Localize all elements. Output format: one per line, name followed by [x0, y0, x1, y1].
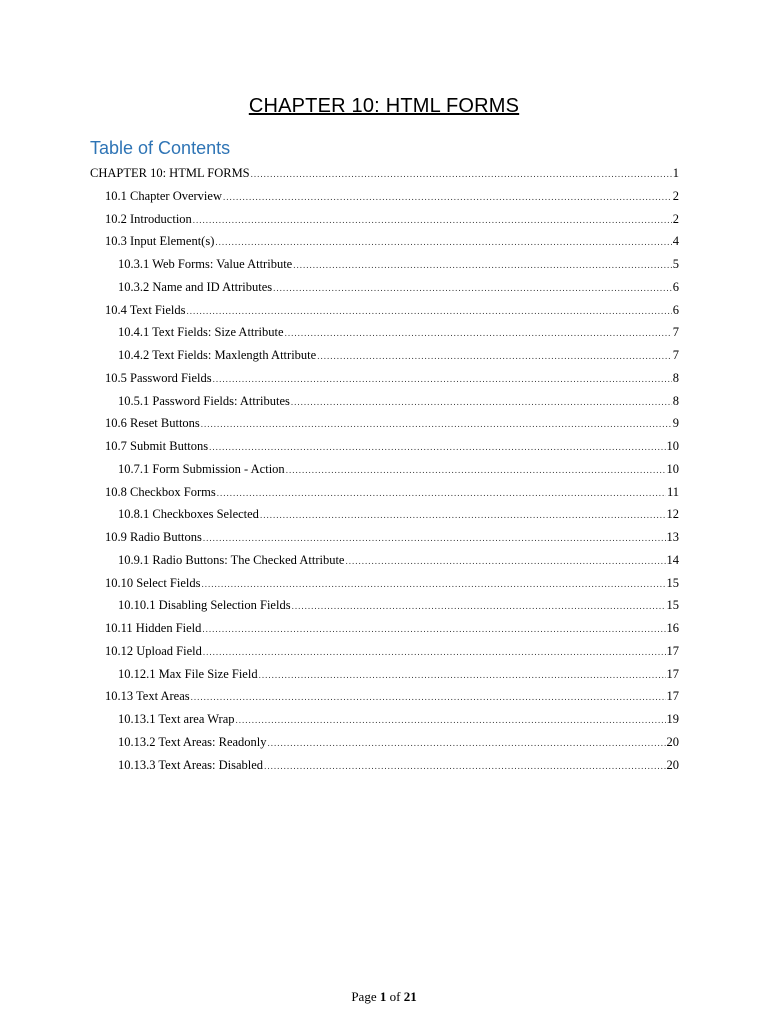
toc-entry[interactable]: [0, 663, 768, 686]
toc-entry-page-number: 4: [672, 234, 679, 249]
toc-entry-label[interactable]: CHAPTER 10: HTML FORMS: [90, 166, 250, 180]
toc-entry-page-number: 2: [672, 211, 679, 226]
toc-dot-leader: [203, 641, 666, 664]
total-page-count: 21: [403, 989, 417, 1004]
toc-dot-leader: [273, 277, 672, 300]
toc-entry[interactable]: [0, 276, 768, 299]
toc-entry-page-number: 2: [672, 188, 679, 203]
toc-entry[interactable]: [0, 526, 768, 549]
toc-entry-label[interactable]: 10.3 Input Element(s): [105, 234, 215, 249]
toc-entry-label[interactable]: 10.11 Hidden Field: [105, 621, 202, 635]
toc-entry[interactable]: [0, 367, 768, 390]
toc-entry-label[interactable]: 10.3.1 Web Forms: Value Attribute: [118, 257, 293, 271]
toc-entry[interactable]: [0, 458, 768, 481]
toc-entry-label[interactable]: 10.1 Chapter Overview: [105, 188, 222, 203]
toc-entry-page-number: 15: [666, 575, 679, 590]
toc-entry-page-number: 20: [666, 757, 679, 772]
toc-entry-label[interactable]: 10.4.2 Text Fields: Maxlength Attribute: [118, 348, 317, 362]
toc-entry-page-number: 13: [666, 530, 679, 544]
toc-entry-page-number: 1: [672, 166, 679, 180]
toc-entry-label[interactable]: 10.4.1 Text Fields: Size Attribute: [118, 325, 284, 340]
toc-entry[interactable]: [0, 572, 768, 595]
toc-entry-label[interactable]: 10.12 Upload Field: [105, 643, 202, 658]
toc-entry-label[interactable]: 10.13.2 Text Areas: Readonly: [118, 734, 267, 749]
toc-dot-leader: [291, 391, 672, 414]
toc-dot-leader: [286, 459, 666, 482]
toc-entry[interactable]: [0, 230, 768, 253]
toc-dot-leader: [203, 527, 666, 550]
toc-entry-page-number: 17: [666, 643, 679, 658]
toc-dot-leader: [268, 732, 666, 755]
toc-entry[interactable]: [0, 617, 768, 640]
toc-entry-label[interactable]: 10.5.1 Password Fields: Attributes: [118, 393, 290, 408]
toc-entry[interactable]: [0, 594, 768, 617]
toc-entry-page-number: 6: [672, 279, 679, 294]
toc-entry-page-number: 8: [672, 370, 679, 385]
toc-entry-label[interactable]: 10.7.1 Form Submission - Action: [118, 461, 285, 476]
toc-entry[interactable]: [0, 412, 768, 435]
toc-entry-page-number: 11: [666, 484, 679, 499]
toc-entry[interactable]: [0, 435, 768, 458]
toc-entry-page-number: 10: [666, 461, 679, 476]
toc-dot-leader: [187, 300, 672, 323]
toc-entry-page-number: 19: [666, 712, 679, 726]
toc-entry[interactable]: [0, 708, 768, 731]
toc-entry[interactable]: [0, 549, 768, 572]
toc-entry-label[interactable]: 10.7 Submit Buttons: [105, 439, 209, 453]
toc-dot-leader: [345, 550, 665, 573]
page-footer: [0, 989, 768, 1005]
toc-dot-leader: [191, 686, 666, 709]
toc-entry-page-number: 17: [666, 689, 679, 704]
toc-entry-page-number: 7: [672, 348, 679, 362]
toc-entry[interactable]: [0, 754, 768, 777]
toc-entry-label[interactable]: 10.6 Reset Buttons: [105, 416, 200, 431]
toc-dot-leader: [259, 664, 666, 687]
toc-entry-page-number: 15: [666, 598, 679, 613]
toc-entry-label[interactable]: 10.4 Text Fields: [105, 302, 186, 317]
toc-dot-leader: [193, 209, 672, 232]
toc-entry-page-number: 17: [666, 666, 679, 681]
toc-entry-label[interactable]: 10.13 Text Areas: [105, 689, 190, 704]
toc-entry-label[interactable]: 10.9.1 Radio Buttons: The Checked Attribute: [118, 552, 345, 567]
toc-dot-leader: [264, 755, 665, 778]
toc-entry-label[interactable]: 10.13.3 Text Areas: Disabled: [118, 757, 264, 772]
toc-dot-leader: [217, 482, 666, 505]
toc-entry-label[interactable]: 10.3.2 Name and ID Attributes: [118, 279, 273, 294]
toc-entry-page-number: 9: [672, 416, 679, 431]
toc-dot-leader: [317, 345, 672, 368]
toc-entry-page-number: 7: [672, 325, 679, 340]
toc-entry-page-number: 10: [666, 439, 679, 453]
toc-entry[interactable]: [0, 162, 768, 185]
toc-dot-leader: [202, 618, 665, 641]
toc-dot-leader: [213, 368, 672, 391]
toc-entry[interactable]: [0, 344, 768, 367]
toc-dot-leader: [251, 163, 672, 186]
current-page-number: 1: [379, 989, 387, 1004]
toc-dot-leader: [260, 504, 666, 527]
toc-entry-label[interactable]: 10.10 Select Fields: [105, 575, 201, 590]
toc-entry-label[interactable]: 10.2 Introduction: [105, 211, 192, 226]
toc-entry[interactable]: [0, 208, 768, 231]
toc-entry-label[interactable]: 10.5 Password Fields: [105, 370, 212, 385]
toc-dot-leader: [293, 254, 672, 277]
of-word: of: [389, 989, 401, 1004]
toc-entry[interactable]: [0, 731, 768, 754]
toc-entry[interactable]: [0, 299, 768, 322]
toc-dot-leader: [223, 186, 672, 209]
page-word: Page: [351, 989, 377, 1004]
toc-entry-label[interactable]: 10.12.1 Max File Size Field: [118, 666, 258, 681]
toc-entry[interactable]: [0, 321, 768, 344]
toc-entry[interactable]: [0, 390, 768, 413]
toc-entry-page-number: 12: [666, 507, 679, 522]
toc-entry[interactable]: [0, 185, 768, 208]
toc-dot-leader: [285, 322, 672, 345]
toc-entry[interactable]: [0, 685, 768, 708]
toc-entry-page-number: 6: [672, 302, 679, 317]
toc-dot-leader: [209, 436, 665, 459]
toc-entry[interactable]: [0, 640, 768, 663]
chapter-title: CHAPTER 10: HTML FORMS: [248, 95, 520, 117]
toc-entry-page-number: 16: [666, 621, 679, 635]
table-of-contents: [0, 162, 768, 776]
toc-dot-leader: [201, 573, 665, 596]
toc-entry-page-number: 5: [672, 257, 679, 271]
toc-dot-leader: [215, 231, 671, 254]
toc-entry-label[interactable]: 10.9 Radio Buttons: [105, 530, 202, 544]
toc-entry[interactable]: [0, 503, 768, 526]
toc-entry[interactable]: [0, 481, 768, 504]
toc-dot-leader: [292, 595, 666, 618]
toc-entry-label[interactable]: 10.8.1 Checkboxes Selected: [118, 507, 259, 522]
toc-entry-page-number: 8: [672, 393, 679, 408]
toc-entry-label[interactable]: 10.8 Checkbox Forms: [105, 484, 216, 499]
toc-entry-label[interactable]: 10.13.1 Text area Wrap: [118, 712, 235, 726]
toc-entry-page-number: 20: [666, 734, 679, 749]
toc-entry[interactable]: [0, 253, 768, 276]
toc-dot-leader: [201, 413, 672, 436]
toc-dot-leader: [236, 709, 666, 732]
toc-entry-page-number: 14: [666, 552, 679, 567]
toc-entry-label[interactable]: 10.10.1 Disabling Selection Fields: [118, 598, 291, 613]
toc-heading: Table of Contents: [90, 138, 231, 158]
